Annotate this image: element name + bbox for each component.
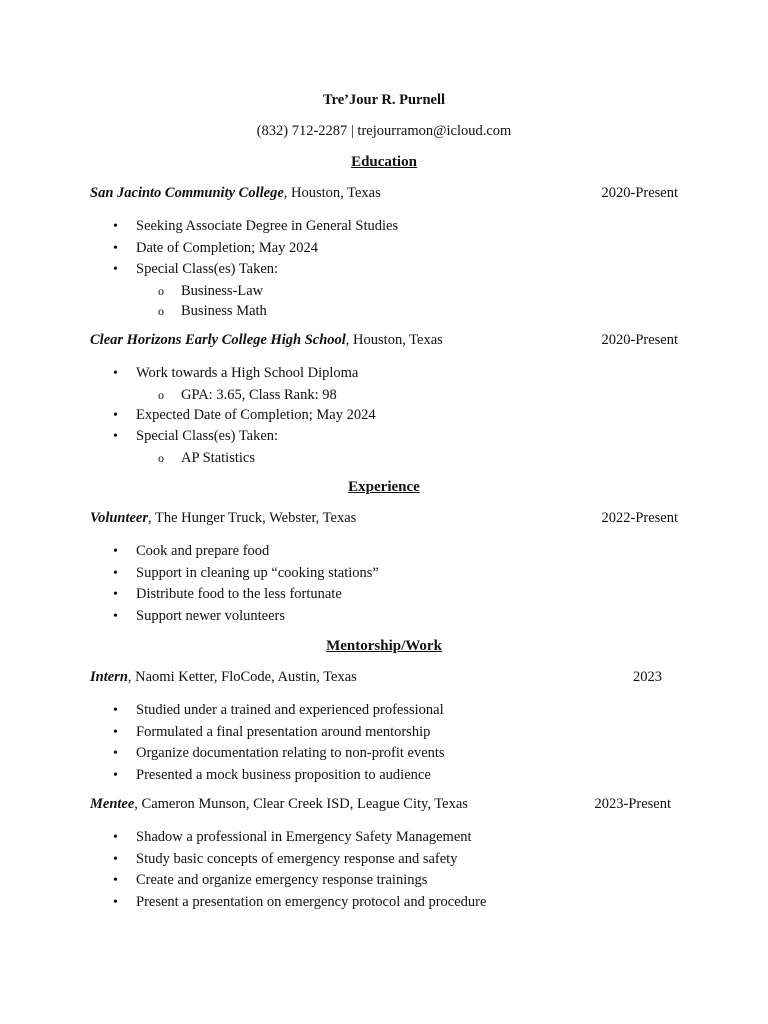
role-location: , The Hunger Truck, Webster, Texas <box>148 510 357 526</box>
list-item: • Support newer volunteers <box>90 606 379 628</box>
institution-location: , Houston, Texas <box>345 332 443 348</box>
list-item: • Present a presentation on emergency protocol and procedure <box>90 892 486 914</box>
institution-name: San Jacinto Community College <box>90 185 284 201</box>
institution-location: , Houston, Texas <box>283 185 381 201</box>
list-item: • Study basic concepts of emergency response and safety <box>90 849 486 871</box>
list-item: • Shadow a professional in Emergency Safety Management <box>90 827 486 849</box>
education-details-list <box>90 216 398 321</box>
mentorship-entry-header <box>90 669 678 687</box>
list-item: • Distribute food to the less fortunate <box>90 584 379 606</box>
mentorship-entry-header <box>90 796 678 814</box>
date-range: 2020-Present <box>601 185 678 201</box>
date-range: 2023-Present <box>594 796 671 812</box>
date-range: 2020-Present <box>601 332 678 348</box>
sub-list-item: o Business-Law <box>90 281 398 301</box>
list-item: • Studied under a trained and experienced professional <box>90 700 445 722</box>
list-item: • Create and organize emergency response trainings <box>90 870 486 892</box>
sub-list-item: o Business Math <box>90 301 398 321</box>
list-item: • Cook and prepare food <box>90 541 379 563</box>
list-item: • Support in cleaning up “cooking stations” <box>90 563 379 585</box>
mentorship-details-list <box>90 827 486 914</box>
mentorship-heading: Mentorship/Work <box>326 638 442 654</box>
candidate-name: Tre’Jour R. Purnell <box>322 92 446 108</box>
contact-line: (832) 712-2287 | trejourramon@icloud.com <box>256 123 512 139</box>
list-item: • Formulated a final presentation around mentorship <box>90 722 445 744</box>
role-title: Mentee <box>90 796 135 812</box>
role-title: Volunteer <box>90 510 149 526</box>
list-item: • Work towards a High School Diploma <box>90 363 376 385</box>
date-range: 2023 <box>633 669 662 685</box>
list-item: • Presented a mock business proposition to audience <box>90 765 445 787</box>
role-title: Intern <box>90 669 128 685</box>
date-range: 2022-Present <box>601 510 678 526</box>
role-location: , Naomi Ketter, FloCode, Austin, Texas <box>127 669 357 685</box>
education-entry-header <box>90 185 678 203</box>
education-heading: Education <box>351 154 417 170</box>
list-item: • Date of Completion; May 2024 <box>90 238 398 260</box>
sub-list-item: o GPA: 3.65, Class Rank: 98 <box>90 385 376 405</box>
list-item: • Special Class(es) Taken: <box>90 426 376 448</box>
list-item: • Organize documentation relating to non-profit events <box>90 743 445 765</box>
institution-name: Clear Horizons Early College High School <box>90 332 346 348</box>
list-item: • Expected Date of Completion; May 2024 <box>90 405 376 427</box>
experience-heading: Experience <box>348 479 420 495</box>
experience-details-list <box>90 541 379 628</box>
sub-list-item: o AP Statistics <box>90 448 376 468</box>
list-item: • Special Class(es) Taken: <box>90 259 398 281</box>
education-details-list <box>90 363 376 468</box>
list-item: • Seeking Associate Degree in General Studies <box>90 216 398 238</box>
experience-entry-header <box>90 510 678 528</box>
role-location: , Cameron Munson, Clear Creek ISD, League City, Texas <box>134 796 468 812</box>
education-entry-header <box>90 332 678 350</box>
mentorship-details-list <box>90 700 445 787</box>
